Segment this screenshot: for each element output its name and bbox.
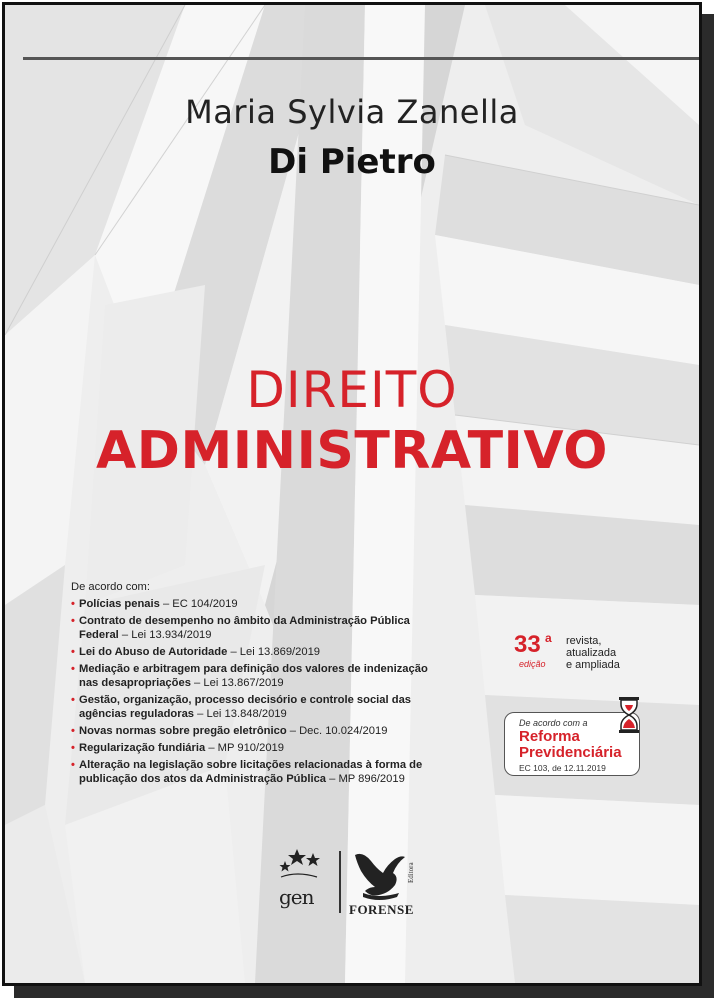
forense-logo-text: FORENSE	[349, 902, 414, 917]
law-item	[71, 645, 431, 659]
gen-logo-text: gen	[279, 885, 314, 909]
law-list	[71, 580, 431, 789]
edition-desc-line: e ampliada	[566, 659, 620, 671]
publisher-logos	[277, 847, 437, 917]
reforma-title-line: Reforma	[519, 728, 580, 745]
reforma-sub-text: EC 103, de 12.11.2019	[519, 763, 606, 773]
bullet-icon: •	[71, 646, 75, 658]
bullet-icon: •	[71, 694, 75, 706]
law-item-ref: – EC 104/2019	[159, 598, 238, 610]
edition-badge	[514, 631, 674, 675]
law-item-ref: – Lei 13.848/2019	[194, 708, 287, 720]
law-item-title: Alteração na legislação sobre licitações relacionadas à forma de publicação dos atos da Administração Pública	[79, 759, 423, 785]
law-item	[71, 614, 431, 642]
bullet-icon: •	[71, 615, 75, 627]
law-item	[71, 724, 431, 738]
author-first-names: Maria Sylvia Zanella	[185, 93, 519, 131]
reforma-pre-text: De acordo com a	[519, 718, 588, 728]
logo-divider	[339, 851, 341, 913]
law-item-ref: – MP 896/2019	[326, 773, 405, 785]
law-item-title: Contrato de desempenho no âmbito da Administração Pública Federal	[79, 615, 410, 641]
law-item-title: Lei do Abuso de Autoridade	[79, 646, 228, 658]
law-item	[71, 758, 431, 786]
title-line-1: DIREITO	[246, 361, 458, 419]
editora-text: Editora	[407, 862, 415, 883]
law-item-ref: – Lei 13.869/2019	[227, 646, 321, 658]
edition-description	[566, 635, 620, 671]
law-item-title: Regularização fundiária	[79, 742, 206, 754]
title-line-2: ADMINISTRATIVO	[96, 421, 608, 481]
law-item-title: Novas normas sobre pregão eletrônico	[79, 725, 287, 737]
reforma-title-line: Previdenciária	[519, 744, 622, 761]
book-cover	[2, 2, 702, 986]
law-list-intro: De acordo com:	[71, 581, 150, 593]
law-item	[71, 693, 431, 721]
law-item-ref: – Lei 13.934/2019	[118, 629, 212, 641]
edition-number: 33	[514, 631, 541, 658]
bullet-icon: •	[71, 742, 75, 754]
law-item-ref: – Lei 13.867/2019	[190, 677, 284, 689]
law-item	[71, 597, 431, 611]
hourglass-icon	[617, 697, 641, 733]
bullet-icon: •	[71, 759, 75, 771]
bullet-icon: •	[71, 598, 75, 610]
law-item-ref: – Dec. 10.024/2019	[286, 725, 388, 737]
edition-ordinal: a	[545, 631, 552, 645]
reforma-title	[519, 729, 622, 761]
law-item-title: Gestão, organização, processo decisório e controle social das agências reguladoras	[79, 694, 412, 720]
bullet-icon: •	[71, 663, 75, 675]
author-last-name: Di Pietro	[268, 142, 436, 182]
edition-word: edição	[519, 659, 546, 669]
top-rule	[23, 57, 699, 60]
law-item	[71, 662, 431, 690]
law-item-title: Mediação e arbitragem para definição dos valores de indenização nas desapropriações	[79, 663, 428, 689]
law-item-title: Polícias penais	[79, 598, 160, 610]
law-item	[71, 741, 431, 755]
bullet-icon: •	[71, 725, 75, 737]
edition-desc-line: revista,	[566, 635, 602, 647]
edition-desc-line: atualizada	[566, 647, 617, 659]
law-item-ref: – MP 910/2019	[205, 742, 285, 754]
